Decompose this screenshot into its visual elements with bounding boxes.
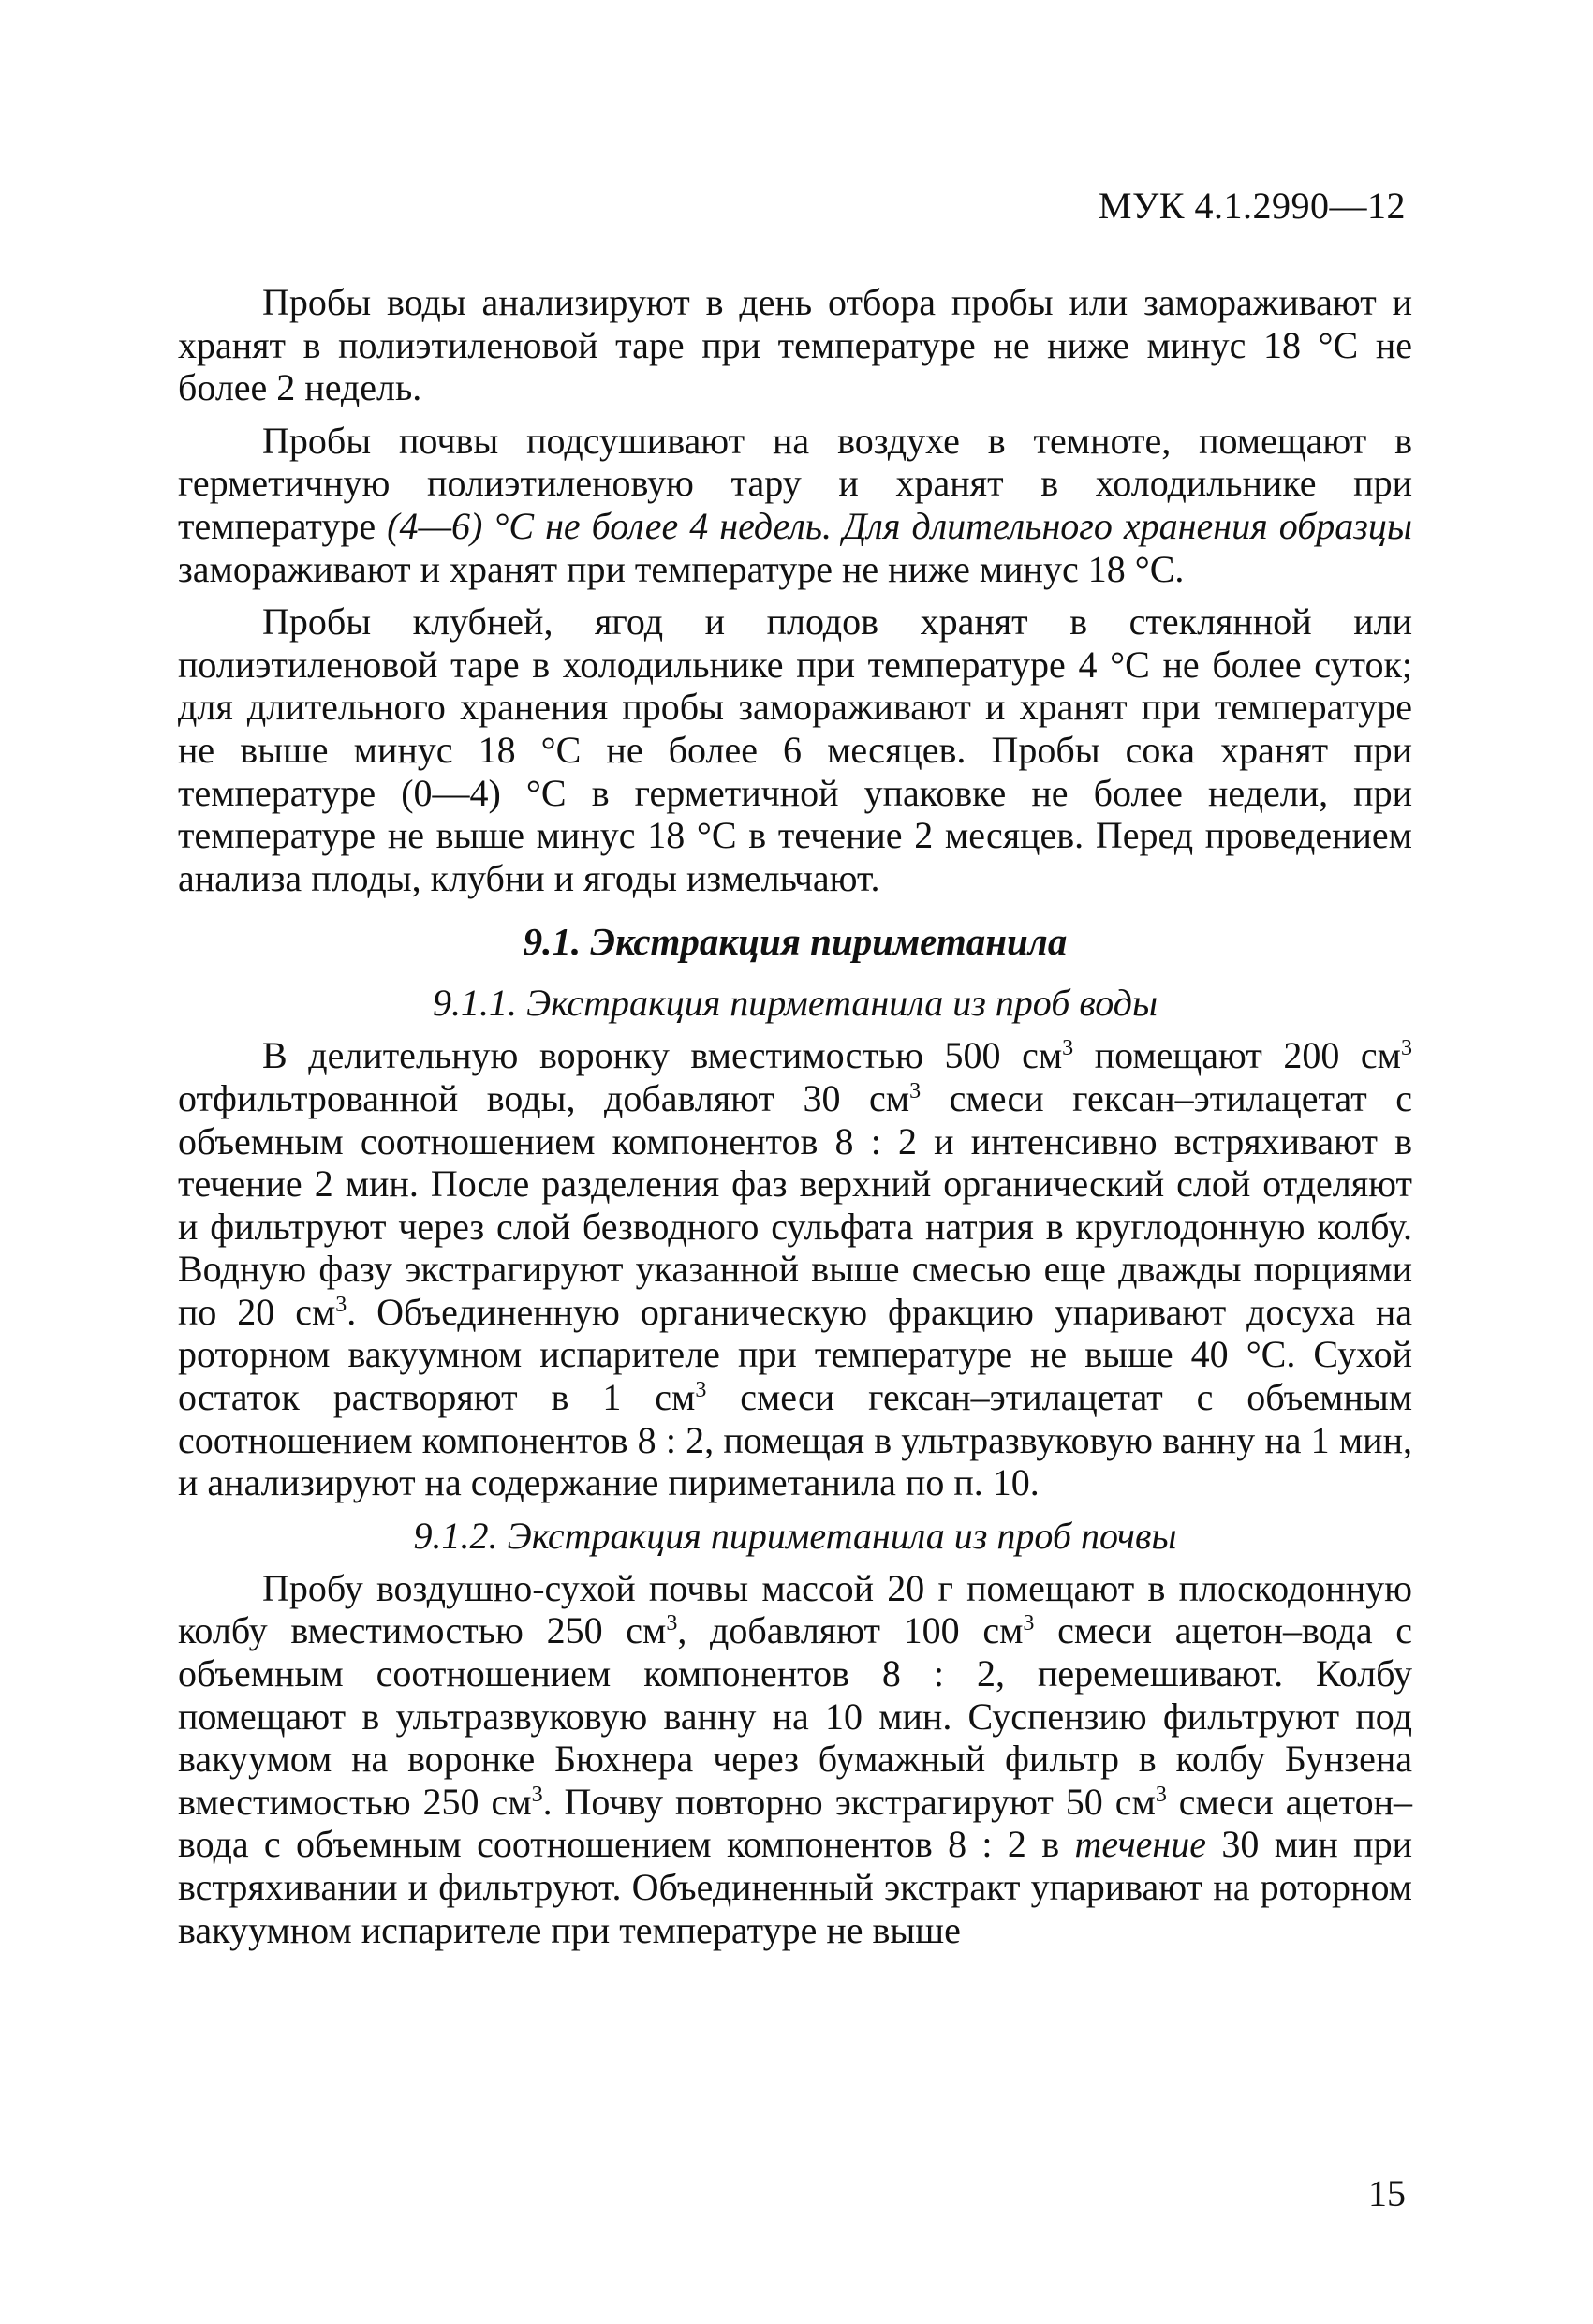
soil-text-end: замораживают и хранят при температуре не ниже минус 18 °С. bbox=[178, 547, 1185, 590]
superscript-3: 3 bbox=[695, 1378, 707, 1403]
superscript-3: 3 bbox=[1155, 1782, 1167, 1807]
superscript-3: 3 bbox=[1062, 1036, 1074, 1061]
text-fragment: смеси ацетон–вода с объемным соотношением компонентов 8 : 2 в bbox=[178, 1780, 1413, 1866]
soil-text-start: Пробы почвы подсушивают на воздухе в темноте, помещают в герметичную полиэтиленовую тару и хранят в холодильнике при температуре bbox=[178, 419, 1412, 547]
document-body bbox=[178, 281, 1412, 1961]
superscript-3: 3 bbox=[335, 1292, 347, 1317]
text-fragment: отфильтрованной воды, добавляют 30 см bbox=[178, 1076, 910, 1119]
subsection-heading-9-1-1: 9.1.1. Экстракция пирметанила из проб воды bbox=[432, 982, 1158, 1025]
paragraph-soil-extraction bbox=[178, 1567, 1412, 1951]
text-fragment: Пробу воздушно-сухой почвы массой 20 г помещают в плоскодонную колбу вместимостью 250 см bbox=[178, 1566, 1412, 1652]
paragraph-tubers-berries: Пробы клубней, ягод и плодов хранят в стеклянной или полиэтиленовой таре в холодильнике при температуре 4 °С не более суток; для длительного хранения пробы замораживают и хранят при температуре не выше минус 18 °С не более 6 месяцев. Пробы сока хранят при температуре (0—4) °С в герметичной упаковке не более недели, при температуре не выше минус 18 °С в течение 2 месяцев. Перед проведением анализа плоды, клубни и ягоды измельчают. bbox=[178, 600, 1412, 899]
paragraph-water-extraction bbox=[178, 1034, 1412, 1504]
page-number: 15 bbox=[1368, 2172, 1406, 2214]
subsection-heading-9-1-2: 9.1.2. Экстракция пириметанила из проб почвы bbox=[413, 1514, 1177, 1557]
text-fragment: В делительную воронку вместимостью 500 см bbox=[262, 1034, 1063, 1077]
paragraph-water-samples: Пробы воды анализируют в день отбора пробы или замораживают и хранят в полиэтиленовой таре при температуре не ниже минус 18 °С не более 2 недель. bbox=[178, 281, 1412, 409]
text-fragment: смеси ацетон–вода с объемным соотношением компонентов 8 : 2, перемешивают. Колбу помещают в ультразвуковую ванну на 10 мин. Суспензию фильтруют под вакуумом на воронке Бюхнера через бумажный фильтр в колбу Бунзена вместимостью 250 см bbox=[178, 1609, 1413, 1823]
text-fragment: , добавляют 100 см bbox=[677, 1609, 1024, 1652]
text-fragment: 30 мин при встряхивании и фильтруют. Объединенный экстракт упаривают на роторном вакуумном испарителе при температуре не выше bbox=[178, 1823, 1412, 1951]
text-fragment: . Объединенную органическую фракцию упаривают досуха на роторном вакуумном испарителе при температуре не выше 40 °С. Сухой остаток растворяют в 1 см bbox=[178, 1290, 1412, 1419]
text-fragment: помещают 200 см bbox=[1073, 1034, 1401, 1077]
text-fragment-italic: течение bbox=[1074, 1823, 1207, 1866]
text-fragment: смеси гексан–этилацетат с объемным соотношением компонентов 8 : 2, помещая в ультразвуковую ванну на 1 мин, и анализируют на содержание пириметанила по п. 10. bbox=[178, 1376, 1412, 1504]
superscript-3: 3 bbox=[666, 1611, 678, 1636]
paragraph-soil-samples bbox=[178, 420, 1412, 590]
superscript-3: 3 bbox=[1023, 1611, 1035, 1636]
text-fragment: . Почву повторно экстрагируют 50 см bbox=[542, 1780, 1156, 1823]
superscript-3: 3 bbox=[909, 1078, 922, 1103]
superscript-3: 3 bbox=[531, 1782, 543, 1807]
document-code-header: МУК 4.1.2990—12 bbox=[1098, 185, 1406, 227]
superscript-3: 3 bbox=[1401, 1036, 1412, 1061]
section-heading-9-1: 9.1. Экстракция пириметанила bbox=[523, 920, 1068, 964]
text-fragment: смеси гексан–этилацетат с объемным соотношением компонентов 8 : 2 и интенсивно встряхивают в течение 2 мин. После разделения фаз верхний органический слой отделяют и фильтруют через слой безводного сульфата натрия в круглодонную колбу. Водную фазу экстрагируют указанной выше смесью еще дважды порциями по 20 см bbox=[178, 1076, 1412, 1333]
soil-text-italic: (4—6) °С не более 4 недель. Для длительного хранения образцы bbox=[387, 504, 1413, 547]
